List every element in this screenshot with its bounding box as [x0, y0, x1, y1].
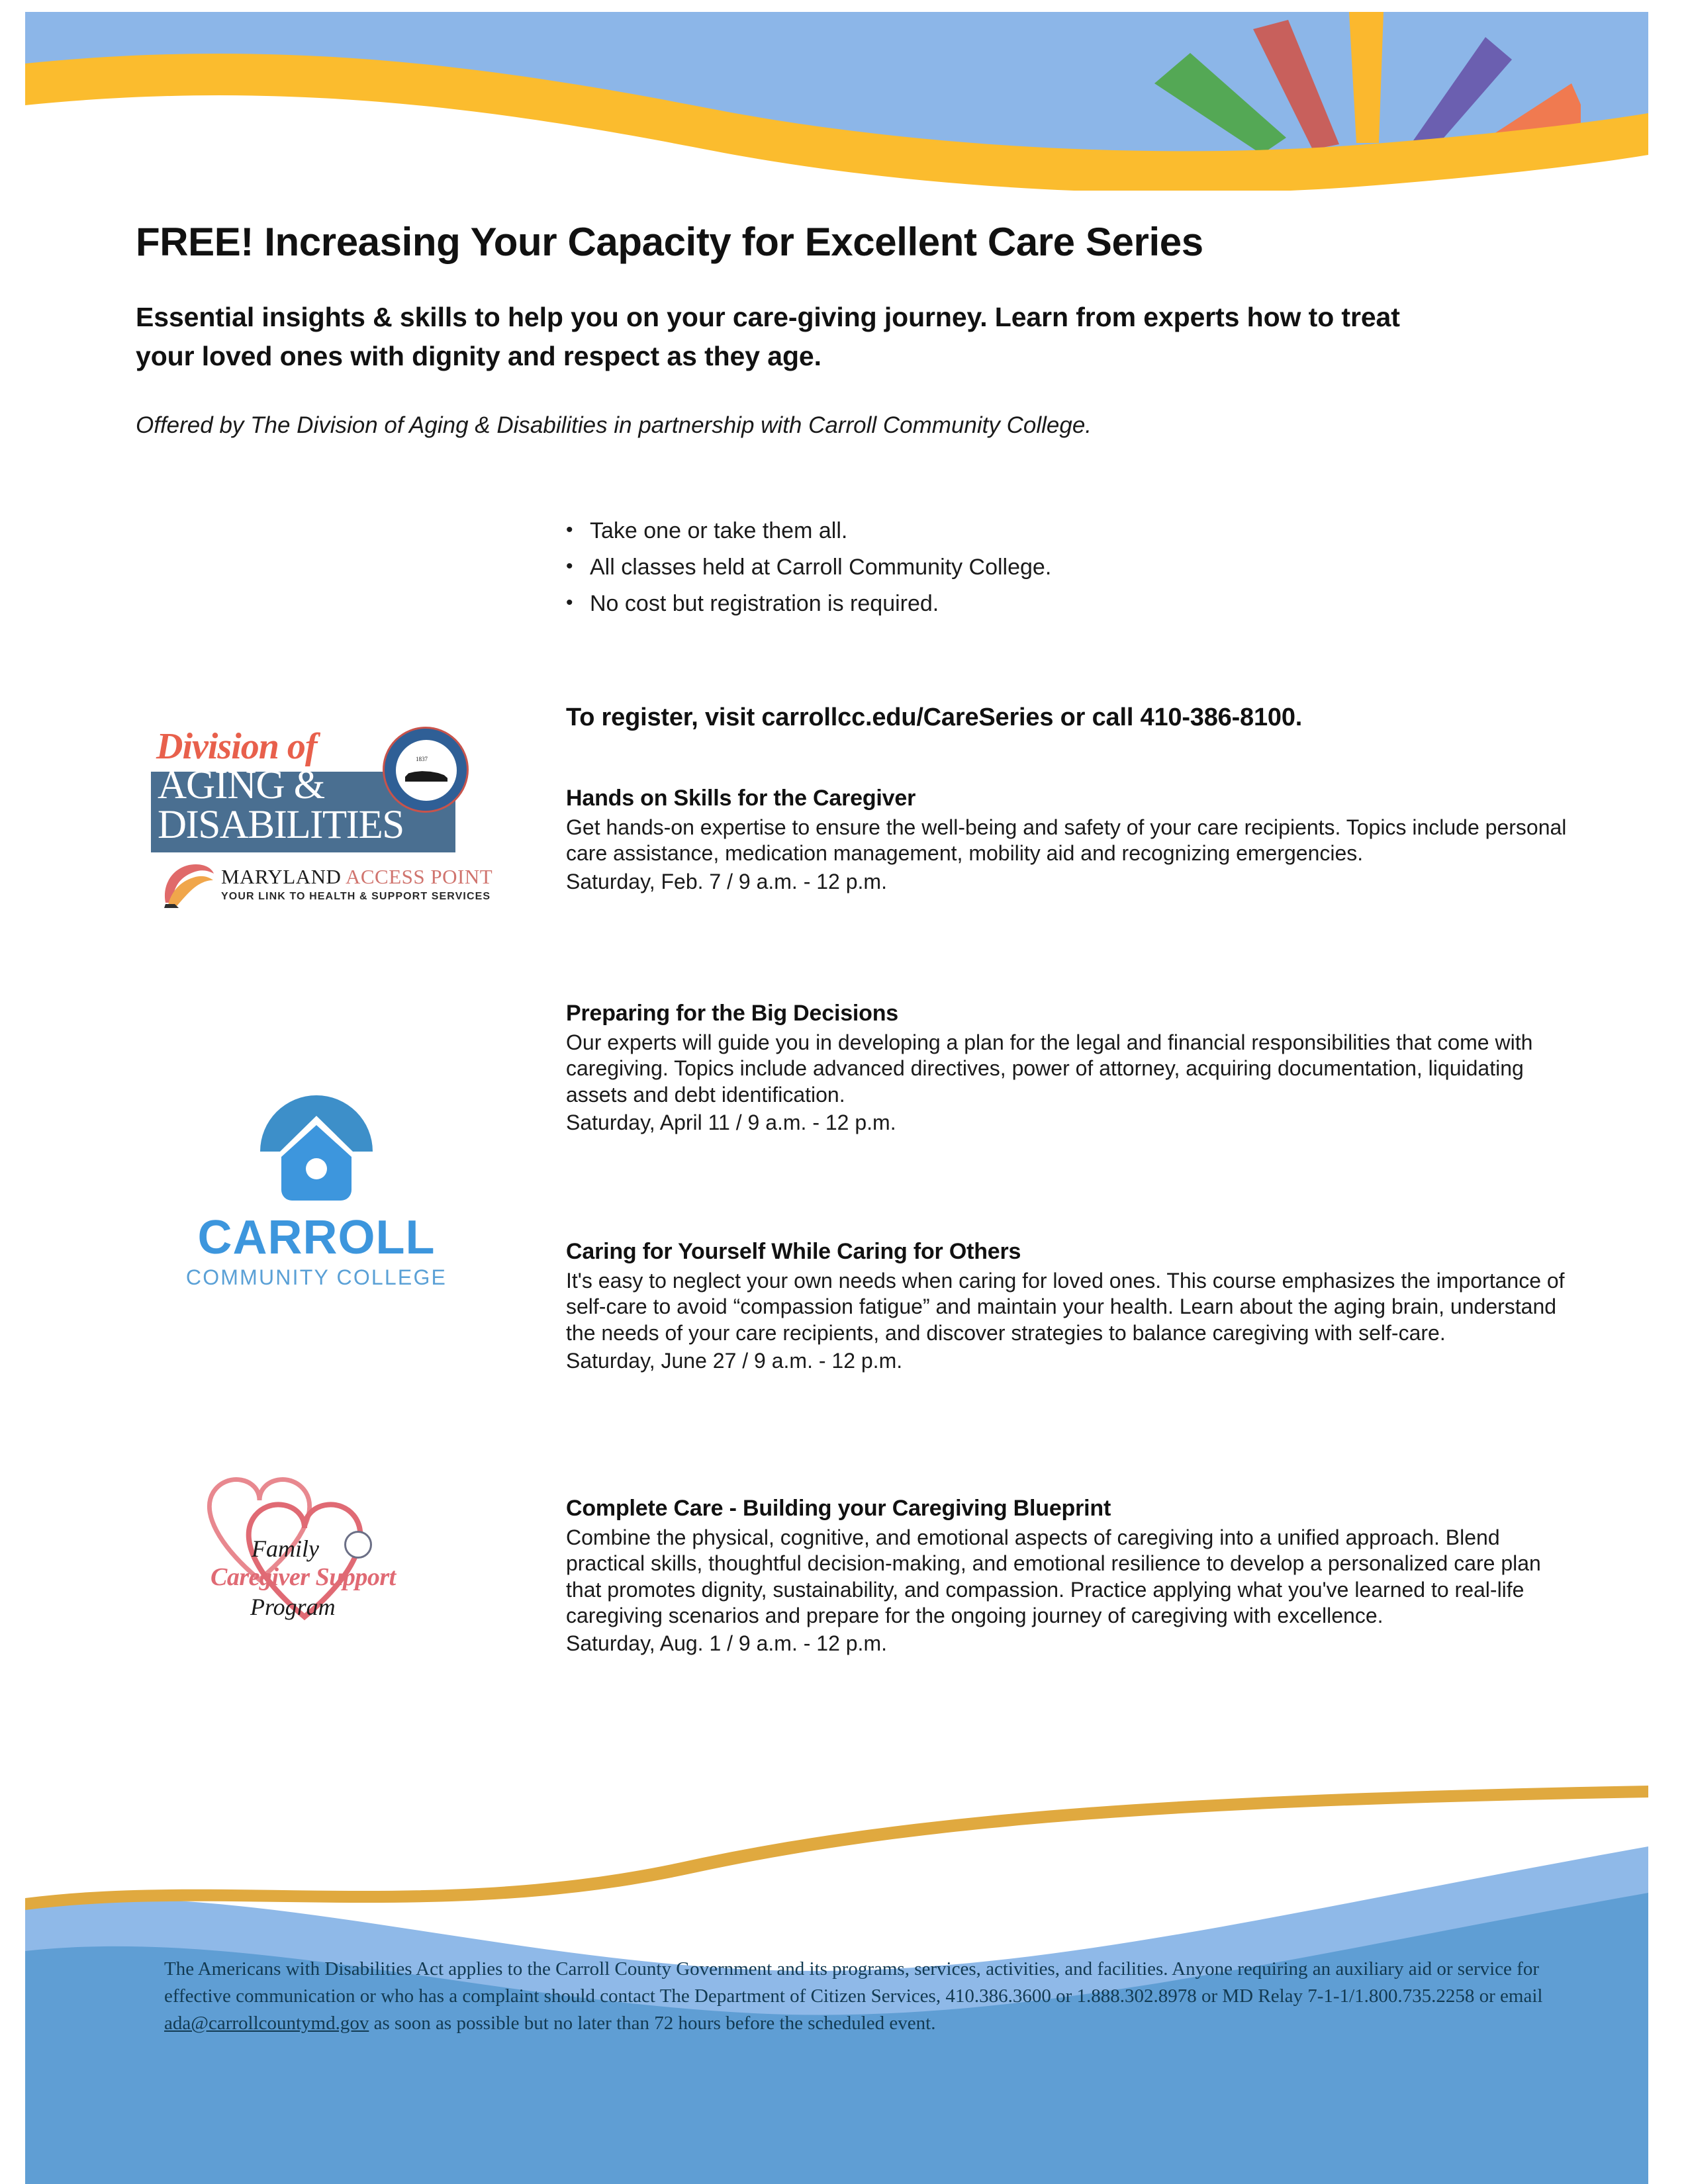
ada-disclaimer-part2: as soon as possible but no later than 72 hours before the scheduled event. — [369, 2013, 936, 2034]
carroll-chevron-house-icon — [254, 1091, 379, 1210]
list-item-label: Take one or take them all. — [590, 518, 848, 543]
map-tagline: YOUR LINK TO HEALTH & SUPPORT SERVICES — [221, 890, 491, 902]
division-of-aging-logo — [151, 726, 493, 908]
list-item — [566, 592, 1493, 615]
ada-disclaimer-part1: The Americans with Disabilities Act applies to the Carroll County Government and its programs, services, activities, and facilities. Anyone requiring an auxiliary aid or service for effective communication or who has a complaint should contact The Department of Citizen Services, 410.386.3600 or 1.888.302.8978 or MD Relay 7-1-1/1.800.735.2258 or email — [164, 1958, 1543, 2007]
course-description: It's easy to neglect your own needs when caring for loved ones. This course emphasizes the importance of self-care to avoid “compassion fatigue” and maintain your health. Learn about the aging brain, understand the needs of your care recipients, and discover strategies to balance caregiving with self-care. — [566, 1269, 1565, 1345]
page-title: FREE! Increasing Your Capacity for Excellent Care Series — [136, 220, 1203, 264]
course-date: Saturday, Feb. 7 / 9 a.m. - 12 p.m. — [566, 869, 887, 893]
offered-by-line: Offered by The Division of Aging & Disabilities in partnership with Carroll Community College. — [136, 412, 1092, 438]
course-description: Combine the physical, cognitive, and emotional aspects of caregiving into a unified approach. Blend practical skills, thoughtful decision-making, and emotional resilience to develop a personalized care plan that promotes dignity, sustainability, and compassion. Practice applying what you've learned to real-life caregiving scenarios and prepare for the ongoing journey of caregiving with excellence. — [566, 1525, 1541, 1628]
course-description: Our experts will guide you in developing a plan for the legal and financial responsibilities that come with caregiving. Topics include advanced directives, power of attorney, acquiring documentation, liquidating assets and debt identification. — [566, 1030, 1533, 1107]
family-caregiver-support-program-logo — [185, 1466, 417, 1625]
logo-disabilities-text: DISABILITIES — [158, 803, 404, 847]
ada-email-link[interactable]: ada@carrollcountymd.gov — [164, 2013, 369, 2034]
maryland-access-point-lockup — [159, 860, 493, 908]
carroll-county-seal-icon — [383, 727, 469, 813]
seal-inner-circle — [396, 740, 457, 801]
bullet-dot-icon: • — [566, 555, 573, 577]
course-title: Hands on Skills for the Caregiver — [566, 786, 916, 811]
course-entry — [566, 1496, 1572, 1657]
course-date: Saturday, June 27 / 9 a.m. - 12 p.m. — [566, 1349, 903, 1373]
carroll-subtitle: COMMUNITY COLLEGE — [185, 1265, 447, 1289]
map-swoosh-icon — [159, 860, 214, 908]
course-entry — [566, 1001, 1572, 1136]
fcs-program-text: Program — [250, 1594, 336, 1620]
covered-wagon-icon — [405, 770, 447, 782]
list-item — [566, 556, 1493, 578]
fcs-seal-icon — [344, 1531, 372, 1559]
course-description: Get hands-on expertise to ensure the well-being and safety of your care recipients. Topics include personal care assistance, medication management, mobility aid and recognizing emergencies. — [566, 815, 1567, 866]
bullet-dot-icon: • — [566, 519, 573, 541]
highlights-list — [566, 520, 1493, 629]
course-entry — [566, 786, 1572, 895]
course-entry — [566, 1239, 1572, 1374]
ada-disclaimer — [164, 1956, 1548, 2038]
course-title: Complete Care - Building your Caregiving Blueprint — [566, 1496, 1111, 1521]
course-title: Caring for Yourself While Caring for Others — [566, 1239, 1021, 1264]
map-access-point-label: ACCESS POINT — [345, 864, 493, 888]
carroll-community-college-logo — [164, 1091, 469, 1288]
fcs-caregiver-support-text: Caregiver Support — [211, 1563, 396, 1591]
logo-division-text: Division of — [156, 726, 317, 767]
fcs-family-text: Family — [252, 1535, 319, 1562]
map-maryland-label: MARYLAND — [221, 864, 346, 888]
bullet-dot-icon: • — [566, 592, 573, 614]
course-date: Saturday, April 11 / 9 a.m. - 12 p.m. — [566, 1111, 896, 1135]
list-item-label: No cost but registration is required. — [590, 591, 939, 616]
list-item-label: All classes held at Carroll Community College. — [590, 555, 1052, 580]
course-date: Saturday, Aug. 1 / 9 a.m. - 12 p.m. — [566, 1631, 887, 1656]
carroll-wordmark: CARROLL — [197, 1211, 436, 1264]
course-title: Preparing for the Big Decisions — [566, 1001, 899, 1026]
logo-aging-text: AGING & — [158, 772, 325, 807]
seal-year-label: 1837 — [416, 756, 428, 762]
list-item — [566, 520, 1493, 542]
page-subtitle: Essential insights & skills to help you on your care-giving journey. Learn from experts how to treat your loved ones with dignity and respect as they age. — [136, 302, 1400, 371]
registration-line[interactable]: To register, visit carrollcc.edu/CareSeries or call 410-386-8100. — [566, 704, 1303, 731]
